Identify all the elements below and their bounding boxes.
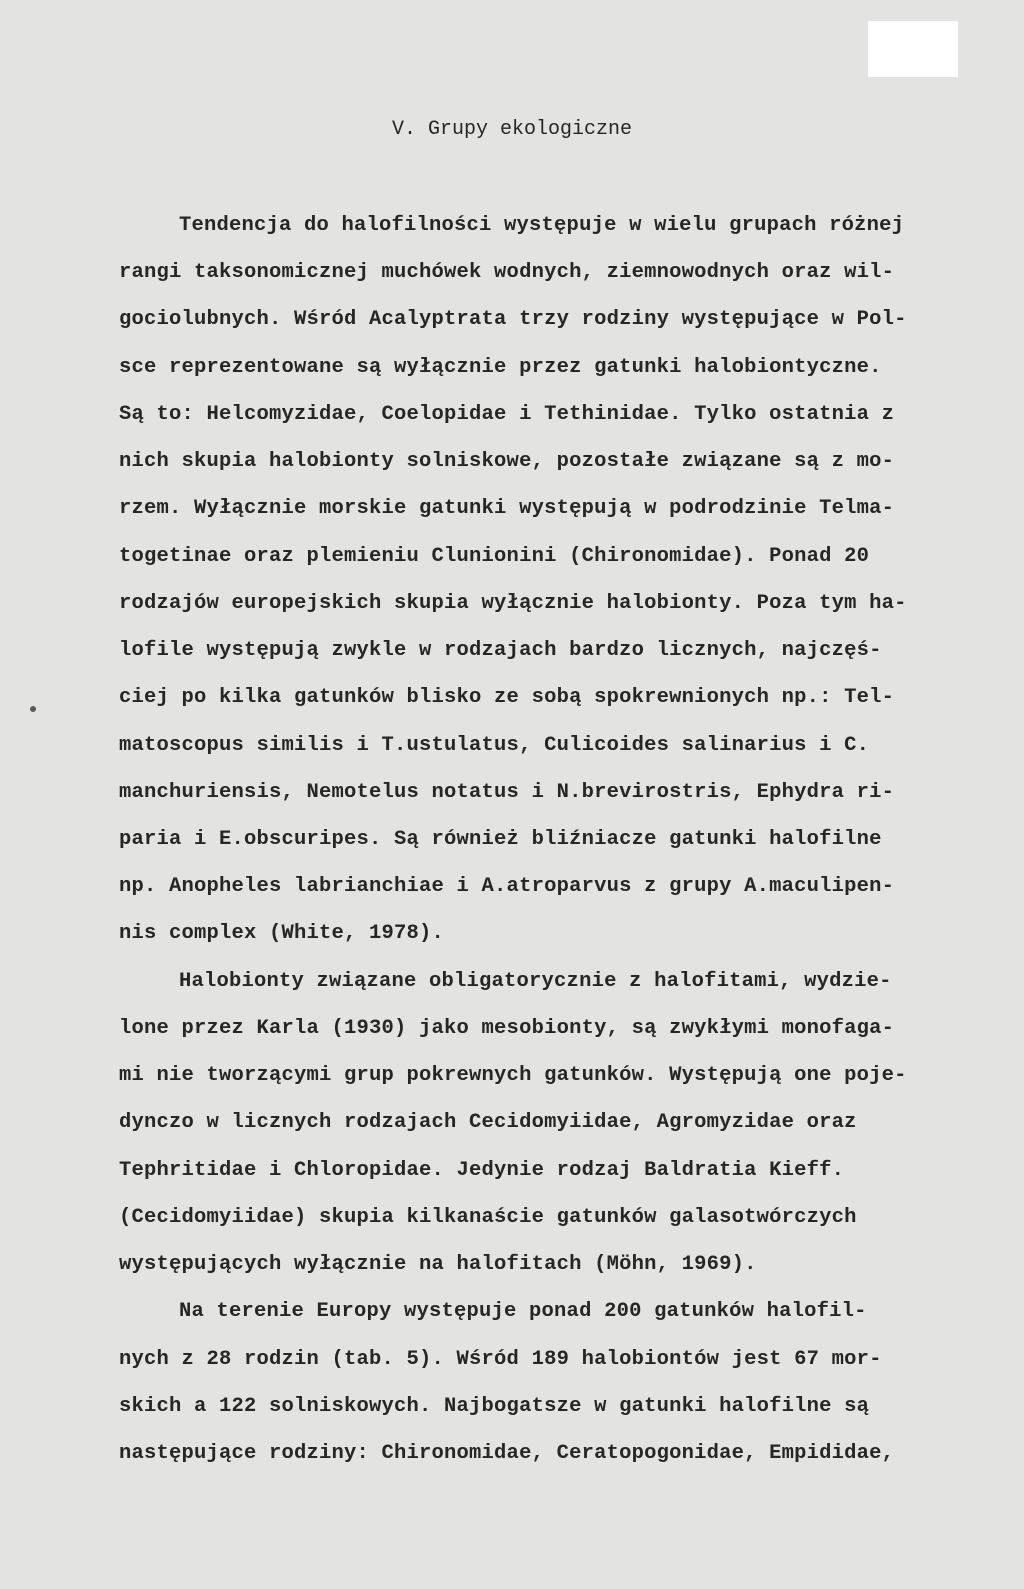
white-label-patch (868, 21, 958, 77)
text-line: lofile występują zwykle w rodzajach bardzo licznych, najczęś- (119, 639, 882, 662)
text-line: nis complex (White, 1978). (119, 922, 445, 945)
text-line: rzem. Wyłącznie morskie gatunki występują w podrodzinie Telma- (119, 497, 895, 520)
text-line: Są to: Helcomyzidae, Coelopidae i Tethinidae. Tylko ostatnia z (119, 403, 895, 426)
text-line: Na terenie Europy występuje ponad 200 gatunków halofil- (179, 1300, 867, 1323)
margin-dot (30, 706, 36, 712)
text-line: rodzajów europejskich skupia wyłącznie halobionty. Poza tym ha- (119, 592, 907, 615)
text-line: Tephritidae i Chloropidae. Jedynie rodzaj Baldratia Kieff. (119, 1159, 845, 1182)
section-heading: V. Grupy ekologiczne (392, 118, 633, 141)
text-line: ciej po kilka gatunków blisko ze sobą spokrewnionych np.: Tel- (119, 686, 895, 709)
text-line: dynczo w licznych rodzajach Cecidomyiidae, Agromyzidae oraz (119, 1111, 857, 1134)
text-line: Halobionty związane obligatorycznie z halofitami, wydzie- (179, 970, 892, 993)
text-line: Tendencja do halofilności występuje w wielu grupach różnej (179, 214, 905, 237)
text-line: skich a 122 solniskowych. Najbogatsze w gatunki halofilne są (119, 1395, 870, 1418)
text-line: następujące rodziny: Chironomidae, Ceratopogonidae, Empididae, (119, 1442, 895, 1465)
text-line: występujących wyłącznie na halofitach (Möhn, 1969). (119, 1253, 757, 1276)
text-line: sce reprezentowane są wyłącznie przez gatunki halobiontyczne. (119, 356, 882, 379)
text-line: (Cecidomyiidae) skupia kilkanaście gatunków galasotwórczych (119, 1206, 857, 1229)
text-line: paria i E.obscuripes. Są również bliźniacze gatunki halofilne (119, 828, 882, 851)
text-line: nych z 28 rodzin (tab. 5). Wśród 189 halobiontów jest 67 mor- (119, 1348, 882, 1371)
text-line: togetinae oraz plemieniu Clunionini (Chironomidae). Ponad 20 (119, 545, 870, 568)
text-line: np. Anopheles labrianchiae i A.atroparvus z grupy A.maculipen- (119, 875, 895, 898)
text-line: lone przez Karla (1930) jako mesobionty, są zwykłymi monofaga- (119, 1017, 895, 1040)
text-line: matoscopus similis i T.ustulatus, Culicoides salinarius i C. (119, 734, 870, 757)
text-line: manchuriensis, Nemotelus notatus i N.brevirostris, Ephydra ri- (119, 781, 895, 804)
text-line: mi nie tworzącymi grup pokrewnych gatunków. Występują one poje- (119, 1064, 907, 1087)
text-line: nich skupia halobionty solniskowe, pozostałe związane są z mo- (119, 450, 895, 473)
text-line: rangi taksonomicznej muchówek wodnych, ziemnowodnych oraz wil- (119, 261, 895, 284)
text-line: gociolubnych. Wśród Acalyptrata trzy rodziny występujące w Pol- (119, 308, 907, 331)
